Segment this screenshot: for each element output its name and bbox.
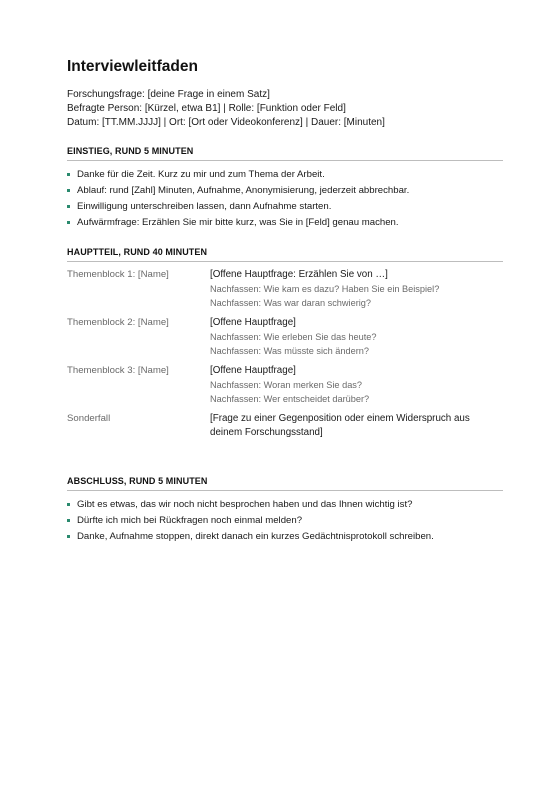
- einstieg-list: [67, 167, 503, 231]
- follow-up: Nachfassen: Wie erleben Sie das heute?: [210, 332, 377, 342]
- topic-block-label: Themenblock 2: [Name]: [67, 317, 169, 328]
- follow-up: Nachfassen: Woran merken Sie das?: [210, 380, 363, 390]
- bullet-icon: [67, 205, 70, 208]
- page-title: Interviewleitfaden: [67, 58, 198, 75]
- list-item: Ablauf: rund [Zahl] Minuten, Aufnahme, Anonymisierung, jederzeit abbrechbar.: [67, 183, 503, 199]
- follow-up: Nachfassen: Wie kam es dazu? Haben Sie ein Beispiel?: [210, 284, 440, 294]
- list-item: Danke für die Zeit. Kurz zu mir und zum Thema der Arbeit.: [67, 167, 503, 183]
- main-question: [Frage zu einer Gegenposition oder einem Widerspruch aus deinem Forschungsstand]: [210, 413, 470, 438]
- list-item: Gibt es etwas, das wir noch nicht besprochen haben und das Ihnen wichtig ist?: [67, 497, 503, 513]
- bullet-icon: [67, 519, 70, 522]
- bullet-icon: [67, 535, 70, 538]
- main-question: [Offene Hauptfrage: Erzählen Sie von …]: [210, 269, 388, 280]
- bullet-icon: [67, 221, 70, 224]
- follow-up: Nachfassen: Wer entscheidet darüber?: [210, 394, 370, 404]
- section-heading-hauptteil: HAUPTTEIL, RUND 40 MINUTEN: [67, 247, 503, 262]
- meta-date-place-duration: Datum: [TT.MM.JJJJ] | Ort: [Ort oder Videokonferenz] | Dauer: [Minuten]: [67, 117, 385, 128]
- topic-block-label: Sonderfall: [67, 413, 111, 424]
- section-heading-abschluss: ABSCHLUSS, RUND 5 MINUTEN: [67, 476, 503, 491]
- topic-block-label: Themenblock 3: [Name]: [67, 365, 169, 376]
- list-item: Einwilligung unterschreiben lassen, dann Aufnahme starten.: [67, 199, 503, 215]
- list-item: Aufwärmfrage: Erzählen Sie mir bitte kurz, was Sie in [Feld] genau machen.: [67, 215, 503, 231]
- topic-block-3: [67, 364, 503, 406]
- meta-interviewee: Befragte Person: [Kürzel, etwa B1] | Rolle: [Funktion oder Feld]: [67, 103, 346, 114]
- meta-research-question: Forschungsfrage: [deine Frage in einem Satz]: [67, 89, 270, 100]
- spacer: [67, 446, 503, 460]
- topic-block-body: [210, 364, 503, 406]
- bullet-icon: [67, 503, 70, 506]
- list-item: Dürfte ich mich bei Rückfragen noch einmal melden?: [67, 513, 503, 529]
- bullet-icon: [67, 173, 70, 176]
- bullet-icon: [67, 189, 70, 192]
- follow-up: Nachfassen: Was war daran schwierig?: [210, 298, 372, 308]
- meta-block: [67, 88, 503, 130]
- topic-block-body: [210, 412, 503, 440]
- topic-blocks: [67, 268, 503, 440]
- topic-block-label: Themenblock 1: [Name]: [67, 269, 169, 280]
- follow-up: Nachfassen: Was müsste sich ändern?: [210, 346, 369, 356]
- topic-block-body: [210, 316, 503, 358]
- main-question: [Offene Hauptfrage]: [210, 317, 296, 328]
- topic-block-1: [67, 268, 503, 310]
- topic-block-special: [67, 412, 503, 440]
- topic-block-2: [67, 316, 503, 358]
- section-heading-einstieg: EINSTIEG, RUND 5 MINUTEN: [67, 146, 503, 161]
- topic-block-body: [210, 268, 503, 310]
- main-question: [Offene Hauptfrage]: [210, 365, 296, 376]
- list-item: Danke, Aufnahme stoppen, direkt danach ein kurzes Gedächtnisprotokoll schreiben.: [67, 529, 503, 545]
- abschluss-list: [67, 497, 503, 545]
